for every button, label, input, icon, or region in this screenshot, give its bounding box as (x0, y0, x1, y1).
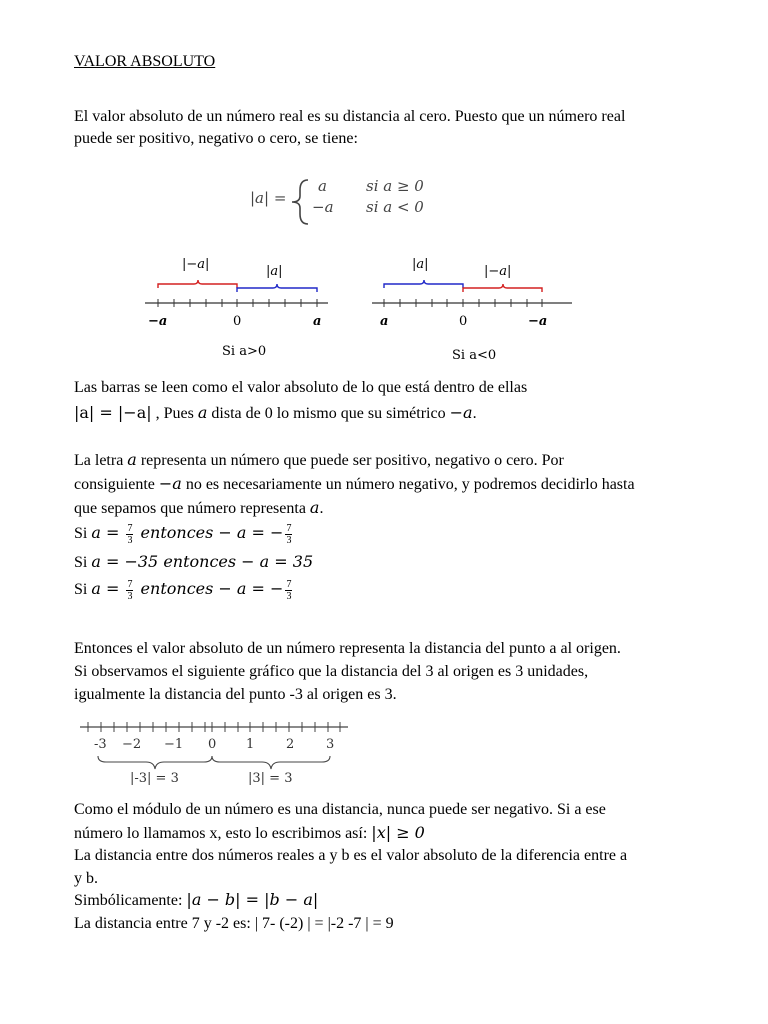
letter-line-3 (74, 497, 323, 520)
example-1-fraction (126, 523, 133, 546)
definition-row1-condition: si a ≥ 0 (366, 177, 424, 195)
example-1 (74, 520, 294, 546)
example-3 (74, 576, 294, 602)
modulo-line-4: y b. (74, 870, 98, 887)
right-tick-label-zero: 0 (459, 314, 468, 329)
left-tick-label-zero: 0 (233, 314, 242, 329)
bars-line-1: Las barras se leen como el valor absoluto de lo que está dentro de ellas (74, 379, 528, 396)
right-blue-brace-label: |a| (412, 257, 429, 272)
letter-line-1 (74, 449, 564, 472)
number-line-tick-neg3: -3 (94, 737, 107, 752)
example-3-den2: 3 (286, 590, 292, 602)
number-line-tick-neg1: −1 (164, 737, 184, 752)
letter-var-a-2: a (309, 498, 320, 517)
letter-var-neg-a: −a (158, 474, 182, 493)
letter-text-5: que sepamos que número representa (74, 500, 310, 517)
right-caption: Si a<0 (452, 348, 497, 363)
number-line-left-brace (98, 756, 212, 769)
number-line-tick-3: 3 (326, 737, 335, 752)
modulo-text-5: Simbólicamente: (74, 892, 187, 909)
bars-text-1: , Pues (151, 405, 198, 422)
bars-line-2 (74, 402, 477, 425)
distance-line-3: igualmente la distancia del punto -3 al origen es 3. (74, 686, 397, 703)
bars-var-neg-a: −a (449, 403, 473, 422)
example-3-lhs: a = (91, 579, 125, 598)
number-line-tick-neg2: −2 (122, 737, 142, 752)
number-line-tick-2: 2 (286, 737, 295, 752)
bars-text-2: dista de 0 lo mismo que su simétrico (207, 405, 450, 422)
bars-var-a: a (197, 403, 208, 422)
letter-text-2: representa un número que puede ser positivo, negativo o cero. Por (136, 452, 564, 469)
right-red-brace-label: |−a| (484, 264, 512, 279)
right-tick-label-a: a (380, 314, 389, 329)
left-tick-label-a: a (313, 314, 322, 329)
letter-text-1: La letra (74, 452, 128, 469)
example-3-si: Si (74, 581, 92, 598)
page-title: VALOR ABSOLUTO (74, 53, 216, 70)
number-line-left-brace-label: |-3| = 3 (130, 771, 179, 786)
letter-var-a: a (127, 450, 137, 469)
example-1-num2: 7 (286, 522, 292, 534)
letter-text-3: consiguiente (74, 476, 159, 493)
example-3-den: 3 (127, 590, 133, 602)
intro-line-2: puede ser positivo, negativo o cero, se tiene: (74, 130, 358, 147)
example-1-num: 7 (127, 522, 133, 534)
distance-line-1: Entonces el valor absoluto de un número representa la distancia del punto a al origen. (74, 640, 621, 657)
example-1-si: Si (74, 525, 92, 542)
modulo-inequality: |x| ≥ 0 (371, 823, 425, 842)
modulo-text-2: número lo llamamos x, esto lo escribimos así: (74, 825, 372, 842)
number-line-right-brace (212, 756, 330, 769)
definition-row2-condition: si a < 0 (366, 198, 424, 216)
number-line-tick-1: 1 (246, 737, 255, 752)
letter-dot: . (319, 500, 324, 517)
left-caption: Si a>0 (222, 344, 267, 359)
modulo-line-3: La distancia entre dos números reales a y b es el valor absoluto de la diferencia entre a (74, 847, 628, 864)
letter-text-4: no es necesariamente un número negativo, y podremos decidirlo hasta (181, 476, 635, 493)
number-line-tick-0: 0 (208, 737, 217, 752)
modulo-line-1: Como el módulo de un número es una distancia, nunca puede ser negativo. Si a ese (74, 801, 606, 818)
example-3-mid: entonces − a = − (135, 579, 284, 598)
example-3-num: 7 (127, 578, 133, 590)
definition-row1-value: a (318, 177, 327, 195)
number-line-figure (78, 718, 350, 792)
modulo-line-2 (74, 822, 425, 845)
bars-equation: |a| = |−a| (74, 403, 152, 422)
example-2-text: a = −35 entonces − a = 35 (91, 552, 314, 571)
definition-row2-value: −a (312, 198, 334, 216)
example-2-si: Si (74, 554, 92, 571)
example-1-den2: 3 (286, 534, 292, 546)
example-1-fraction-2 (285, 523, 292, 546)
right-tick-label-neg-a: −a (528, 314, 548, 329)
letter-line-2 (74, 473, 635, 496)
absolute-value-figure (140, 166, 624, 374)
left-tick-label-neg-a: −a (148, 314, 168, 329)
distance-line-2: Si observamos el siguiente gráfico que la distancia del 3 al origen es 3 unidades, (74, 663, 589, 680)
example-2 (74, 551, 313, 574)
left-blue-brace-label: |a| (266, 264, 283, 279)
definition-lhs: |a| = (250, 189, 287, 207)
modulo-symbolic-equation: |a − b| = |b − a| (186, 890, 319, 909)
bars-dot: . (472, 405, 477, 422)
modulo-line-6: La distancia entre 7 y -2 es: | 7- (-2) | = |-2 -7 | = 9 (74, 915, 394, 932)
example-1-lhs: a = (91, 523, 125, 542)
left-red-brace-label: |−a| (182, 257, 210, 272)
number-line-right-brace-label: |3| = 3 (248, 771, 293, 786)
intro-line-1: El valor absoluto de un número real es su distancia al cero. Puesto que un número real (74, 108, 626, 125)
modulo-line-5 (74, 889, 318, 912)
example-3-num2: 7 (286, 578, 292, 590)
example-3-fraction (126, 579, 133, 602)
example-1-mid: entonces − a = − (135, 523, 284, 542)
example-3-fraction-2 (285, 579, 292, 602)
example-1-den: 3 (127, 534, 133, 546)
